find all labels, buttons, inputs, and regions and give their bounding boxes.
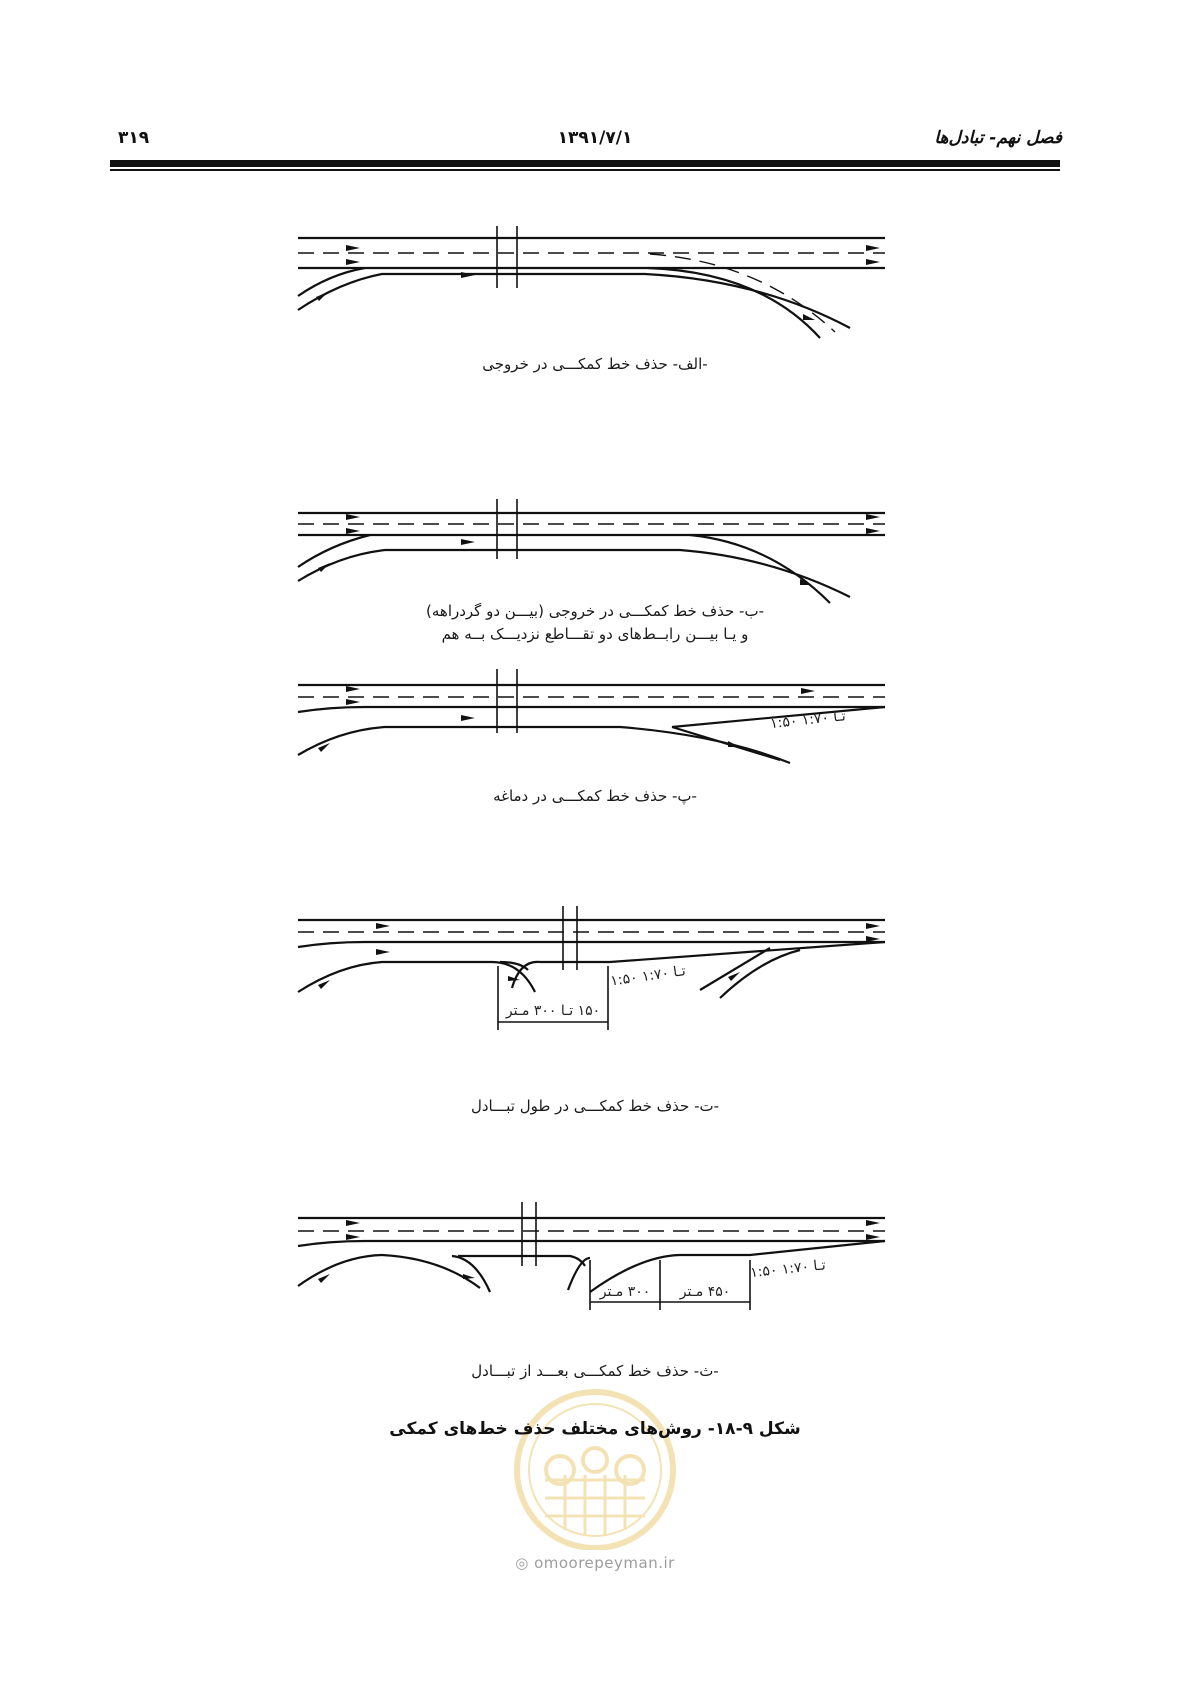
page-number: ۳۱۹: [118, 128, 150, 148]
figure-be-caption-line-1: -ب- حذف خط کمکـــی در خروجی (بیـــن دو گردراهه): [426, 602, 764, 620]
figure-se-dimension-label-450: ۴۵۰ مـتر: [679, 1284, 731, 1300]
figure-be-caption-line-2: و یـا بیـــن رابــط‌های دو تقـــاطع نزدیـــک بــه هم: [441, 625, 749, 643]
chapter-title: فصل نهم- تبادل‌ها: [934, 128, 1062, 148]
figure-be-caption: [300, 600, 890, 646]
figure-pe-diagram: [0, 665, 1190, 765]
header-date: ۱۳۹۱/۷/۱: [557, 128, 633, 148]
header-rule-thin: [110, 169, 1060, 171]
watermark-site: [0, 1554, 1190, 1572]
figure-pe-taper-label: ۱:۵۰ تـا ۱:۷۰: [769, 708, 847, 733]
figure-te-caption-line: -ت- حذف خط کمکـــی در طول تبـــادل: [470, 1097, 720, 1115]
header-rule-thick: [110, 160, 1060, 167]
figure-be-diagram: [0, 495, 1190, 605]
figure-se-dimension-label-300: ۳۰۰ مـتر: [599, 1284, 651, 1300]
figure-alef-caption-line: -الف- حذف خط کمکـــی در خروجی: [482, 355, 708, 373]
figure-te-caption: [300, 1095, 890, 1118]
figure-alef-caption: [300, 353, 890, 376]
figure-te-dimension-label: ۱۵۰ تـا ۳۰۰ مـتر: [505, 1003, 601, 1019]
watermark-site-text: omoorepeyman.ir: [534, 1554, 675, 1572]
globe-icon: ◎: [515, 1554, 529, 1572]
figure-title: شکل ۹-۱۸- روش‌های مختلف حذف خط‌های کمکی: [389, 1419, 801, 1439]
figure-se-caption-line: -ث- حذف خط کمکـــی بعـــد از تبـــادل: [471, 1362, 719, 1380]
figure-se-taper-label: ۱:۵۰ تـا ۱:۷۰: [749, 1257, 827, 1282]
figure-se-diagram: [0, 1198, 1190, 1338]
figure-te-diagram: [0, 900, 1190, 1040]
figure-te-taper-label: ۱:۵۰ تـا ۱:۷۰: [609, 963, 687, 990]
omoorepeyman-seal-logo: [490, 1380, 700, 1550]
figure-pe-caption: [300, 785, 890, 808]
figure-alef-diagram: [0, 210, 1190, 340]
figure-pe-caption-line: -پ- حذف خط کمکـــی در دماغه: [493, 787, 697, 805]
